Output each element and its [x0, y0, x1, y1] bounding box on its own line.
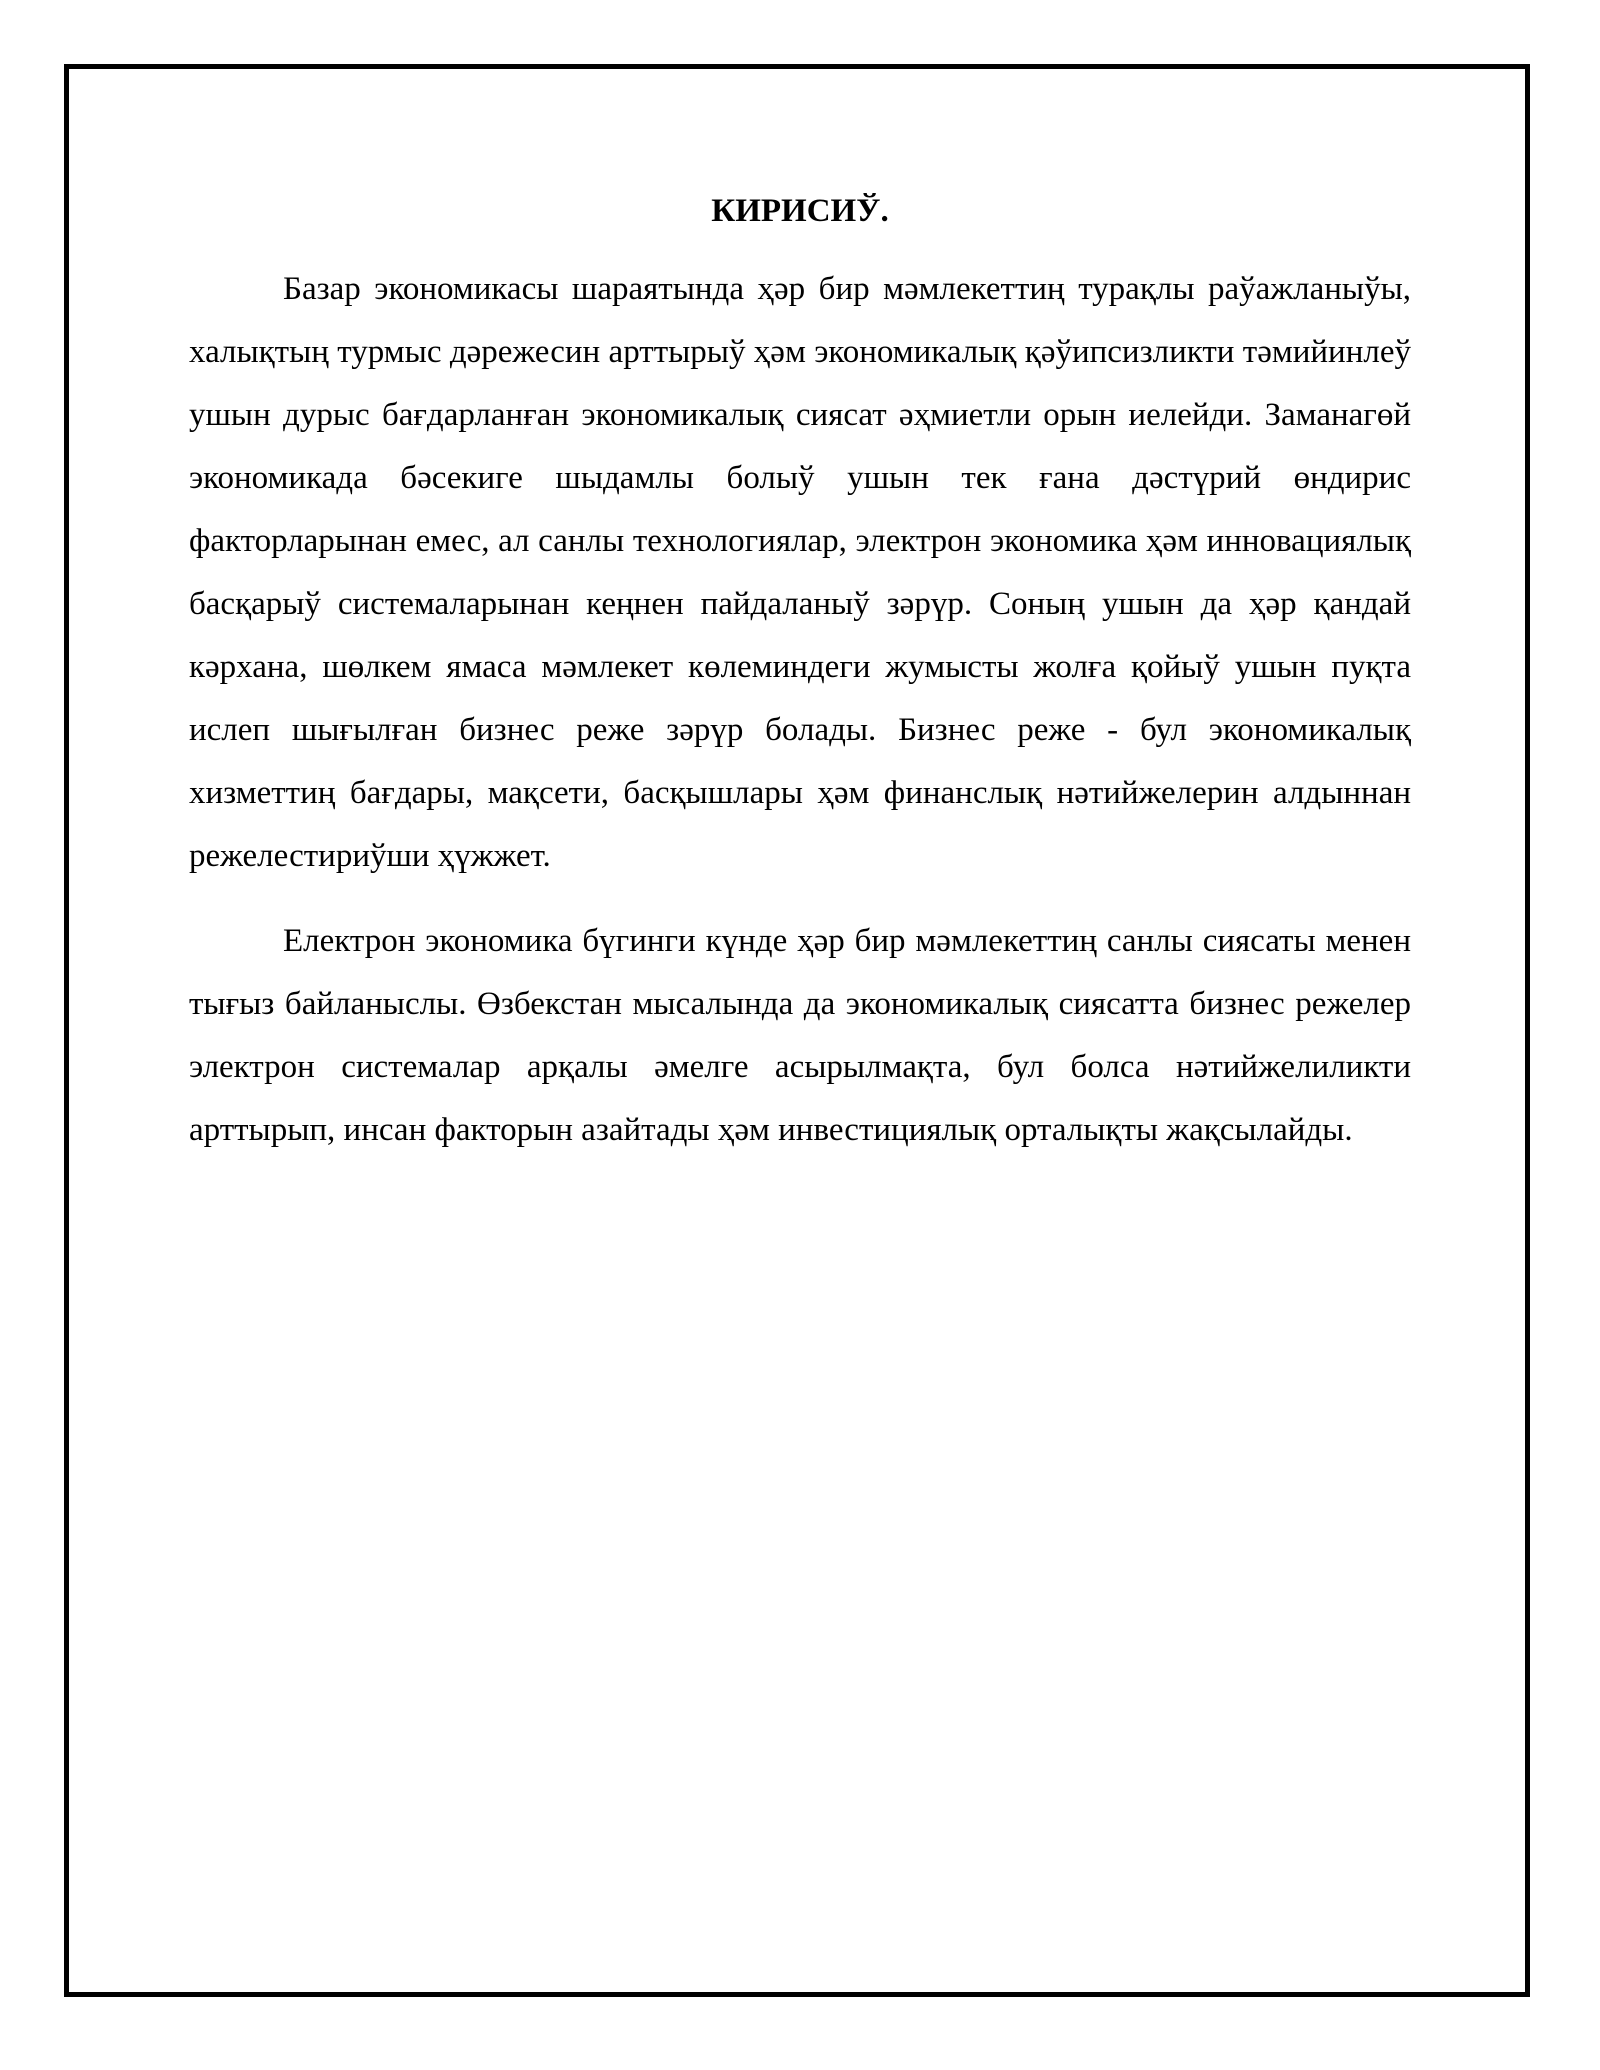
paragraph-1: Базар экономикасы шараятында ҳәр бир мәмлекеттиң турақлы раўажланыўы, халықтың турмыс дәрежесин арттырыў ҳәм экономикалық қәўипсизликти тәмийинлеў ушын дурыс бағдарланған экономикалық сиясат әҳмиетли орын иелейди. Заманагөй экономикада бәсекиге шыдамлы болыў ушын тек ғана дәстүрий өндирис факторларынан емес, ал санлы технологиялар, электрон экономика ҳәм инновациялық басқарыў системаларынан кеңнен пайдаланыў зәрүр. Соның ушын да ҳәр қандай кәрхана, шөлкем ямаса мәмлекет көлеминдеги жумысты жолға қойыў ушын пуқта ислеп шығылған бизнес реже зәрүр болады. Бизнес реже - бул экономикалық хизметтиң бағдары, мақсети, басқышлары ҳәм финанслық нәтийжелерин алдыннан режелестириўши ҳүжжет. — [189, 271, 1411, 874]
paragraph-2: Електрон экономика бүгинги күнде ҳәр бир мәмлекеттиң санлы сиясаты менен тығыз байланыслы. Өзбекстан мысалында да экономикалық сиясатта бизнес режелер электрон системалар арқалы әмелге асырылмақта, бул болса нәтийжелиликти арттырып, инсан факторын азайтады ҳәм инвестициялық орталықты жақсылайды. — [189, 923, 1411, 1148]
document-title: КИРИСИЎ. — [711, 193, 889, 229]
document-body — [189, 186, 1411, 1184]
